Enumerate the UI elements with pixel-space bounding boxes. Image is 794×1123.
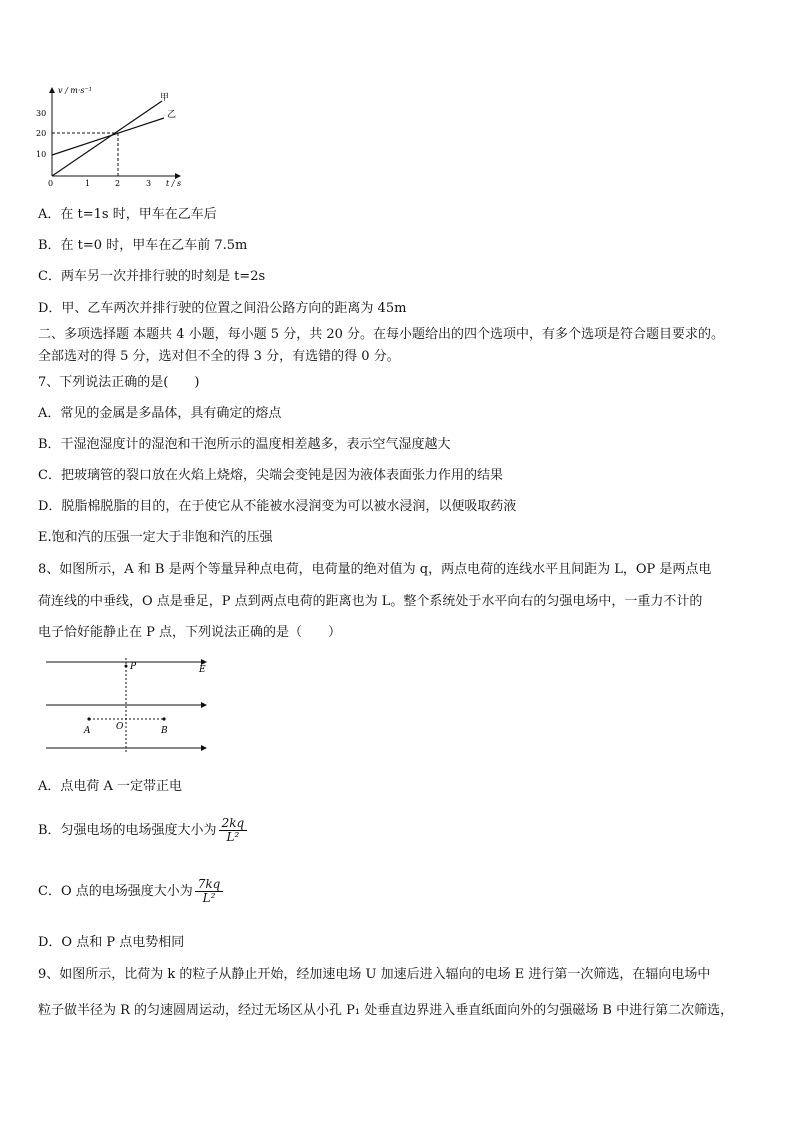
- q9-stem-line1: 9、如图所示，比荷为 k 的粒子从静止开始，经加速电场 U 加速后进入辐向的电场 E 进行第一次筛选，在辐向电场中: [38, 967, 711, 982]
- q8-option-c: [38, 877, 223, 907]
- label-jia: 甲: [160, 93, 170, 103]
- vt-graph: [30, 84, 190, 190]
- q8-option-b: [38, 816, 247, 846]
- q7-option-a: A．常见的金属是多晶体，具有确定的熔点: [38, 406, 282, 421]
- q7-option-b: B．干湿泡湿度计的湿泡和干泡所示的温度相差越多，表示空气湿度越大: [38, 437, 451, 452]
- xtick-1: 1: [85, 179, 91, 188]
- q6-option-b: B．在 t=0 时，甲车在乙车前 7.5m: [38, 238, 248, 253]
- section2-line1: 二、多项选择题 本题共 4 小题，每小题 5 分，共 20 分。在每小题给出的四个选项中，有多个选项是符合题目要求的。: [38, 327, 725, 342]
- y-axis-label: v / m·s⁻¹: [58, 86, 92, 95]
- section2-line2: 全部选对的得 5 分，选对但不全的得 3 分，有选错的得 0 分。: [38, 349, 400, 364]
- q8-option-b-text: B．匀强电场的电场强度大小为: [38, 823, 217, 838]
- ytick-10: 10: [36, 150, 47, 159]
- q8-option-b-num: 2kq: [219, 817, 248, 831]
- point-b: [162, 717, 165, 720]
- q8-figure: [44, 654, 214, 758]
- label-p: P: [130, 662, 137, 672]
- q9-stem-line2: 粒子做半径为 R 的匀速圆周运动，经过无场区从小孔 P₁ 处垂直边界进入垂直纸面向外的匀强磁场 B 中进行第二次筛选，: [38, 1003, 734, 1018]
- label-b: B: [161, 726, 168, 736]
- q8-option-b-fraction: [219, 817, 248, 844]
- xtick-0: 0: [48, 179, 54, 188]
- ytick-20: 20: [36, 129, 47, 138]
- label-e: E: [199, 665, 206, 675]
- q8-stem-line3: 电子恰好能静止在 P 点，下列说法正确的是（ ）: [38, 625, 342, 640]
- q8-stem-line2: 荷连线的中垂线，O 点是垂足，P 点到两点电荷的距离也为 L。整个系统处于水平向右的匀强电场中，一重力不计的: [38, 594, 703, 609]
- label-o: O: [116, 722, 124, 732]
- q7-option-d: D．脱脂棉脱脂的目的，在于使它从不能被水浸润变为可以被水浸润，以便吸取药液: [38, 499, 517, 514]
- q6-option-d: D．甲、乙车两次并排行驶的位置之间沿公路方向的距离为 45m: [38, 301, 407, 316]
- q8-option-b-den: L²: [226, 830, 240, 844]
- point-p: [125, 665, 128, 668]
- xtick-2: 2: [115, 179, 121, 188]
- q7-option-e: E.饱和汽的压强一定大于非饱和汽的压强: [38, 530, 273, 545]
- q8-option-c-num: 7kq: [195, 878, 224, 892]
- line-yi: [52, 118, 164, 155]
- q8-option-a: A．点电荷 A 一定带正电: [38, 779, 183, 794]
- xtick-3: 3: [146, 179, 152, 188]
- ytick-30: 30: [36, 109, 47, 118]
- q8-option-d: D．O 点和 P 点电势相同: [38, 935, 185, 950]
- point-a: [87, 717, 90, 720]
- label-yi: 乙: [167, 110, 177, 120]
- q8-option-c-fraction: [195, 878, 224, 905]
- q7-option-c: C．把玻璃管的裂口放在火焰上烧熔，尖端会变钝是因为液体表面张力作用的结果: [38, 468, 503, 483]
- q7-stem: 7、下列说法正确的是( ): [38, 375, 200, 390]
- label-a: A: [84, 726, 91, 736]
- q8-option-c-text: C．O 点的电场强度大小为: [38, 884, 193, 899]
- x-axis-label: t / s: [166, 179, 182, 188]
- q6-option-c: C．两车另一次并排行驶的时刻是 t=2s: [38, 269, 266, 284]
- line-jia: [52, 101, 162, 176]
- q8-stem-line1: 8、如图所示，A 和 B 是两个等量异种点电荷，电荷量的绝对值为 q，两点电荷的连线水平且间距为 L，OP 是两点电: [38, 562, 712, 577]
- q8-option-c-den: L²: [202, 891, 216, 905]
- q6-option-a: A．在 t=1s 时，甲车在乙车后: [38, 207, 217, 222]
